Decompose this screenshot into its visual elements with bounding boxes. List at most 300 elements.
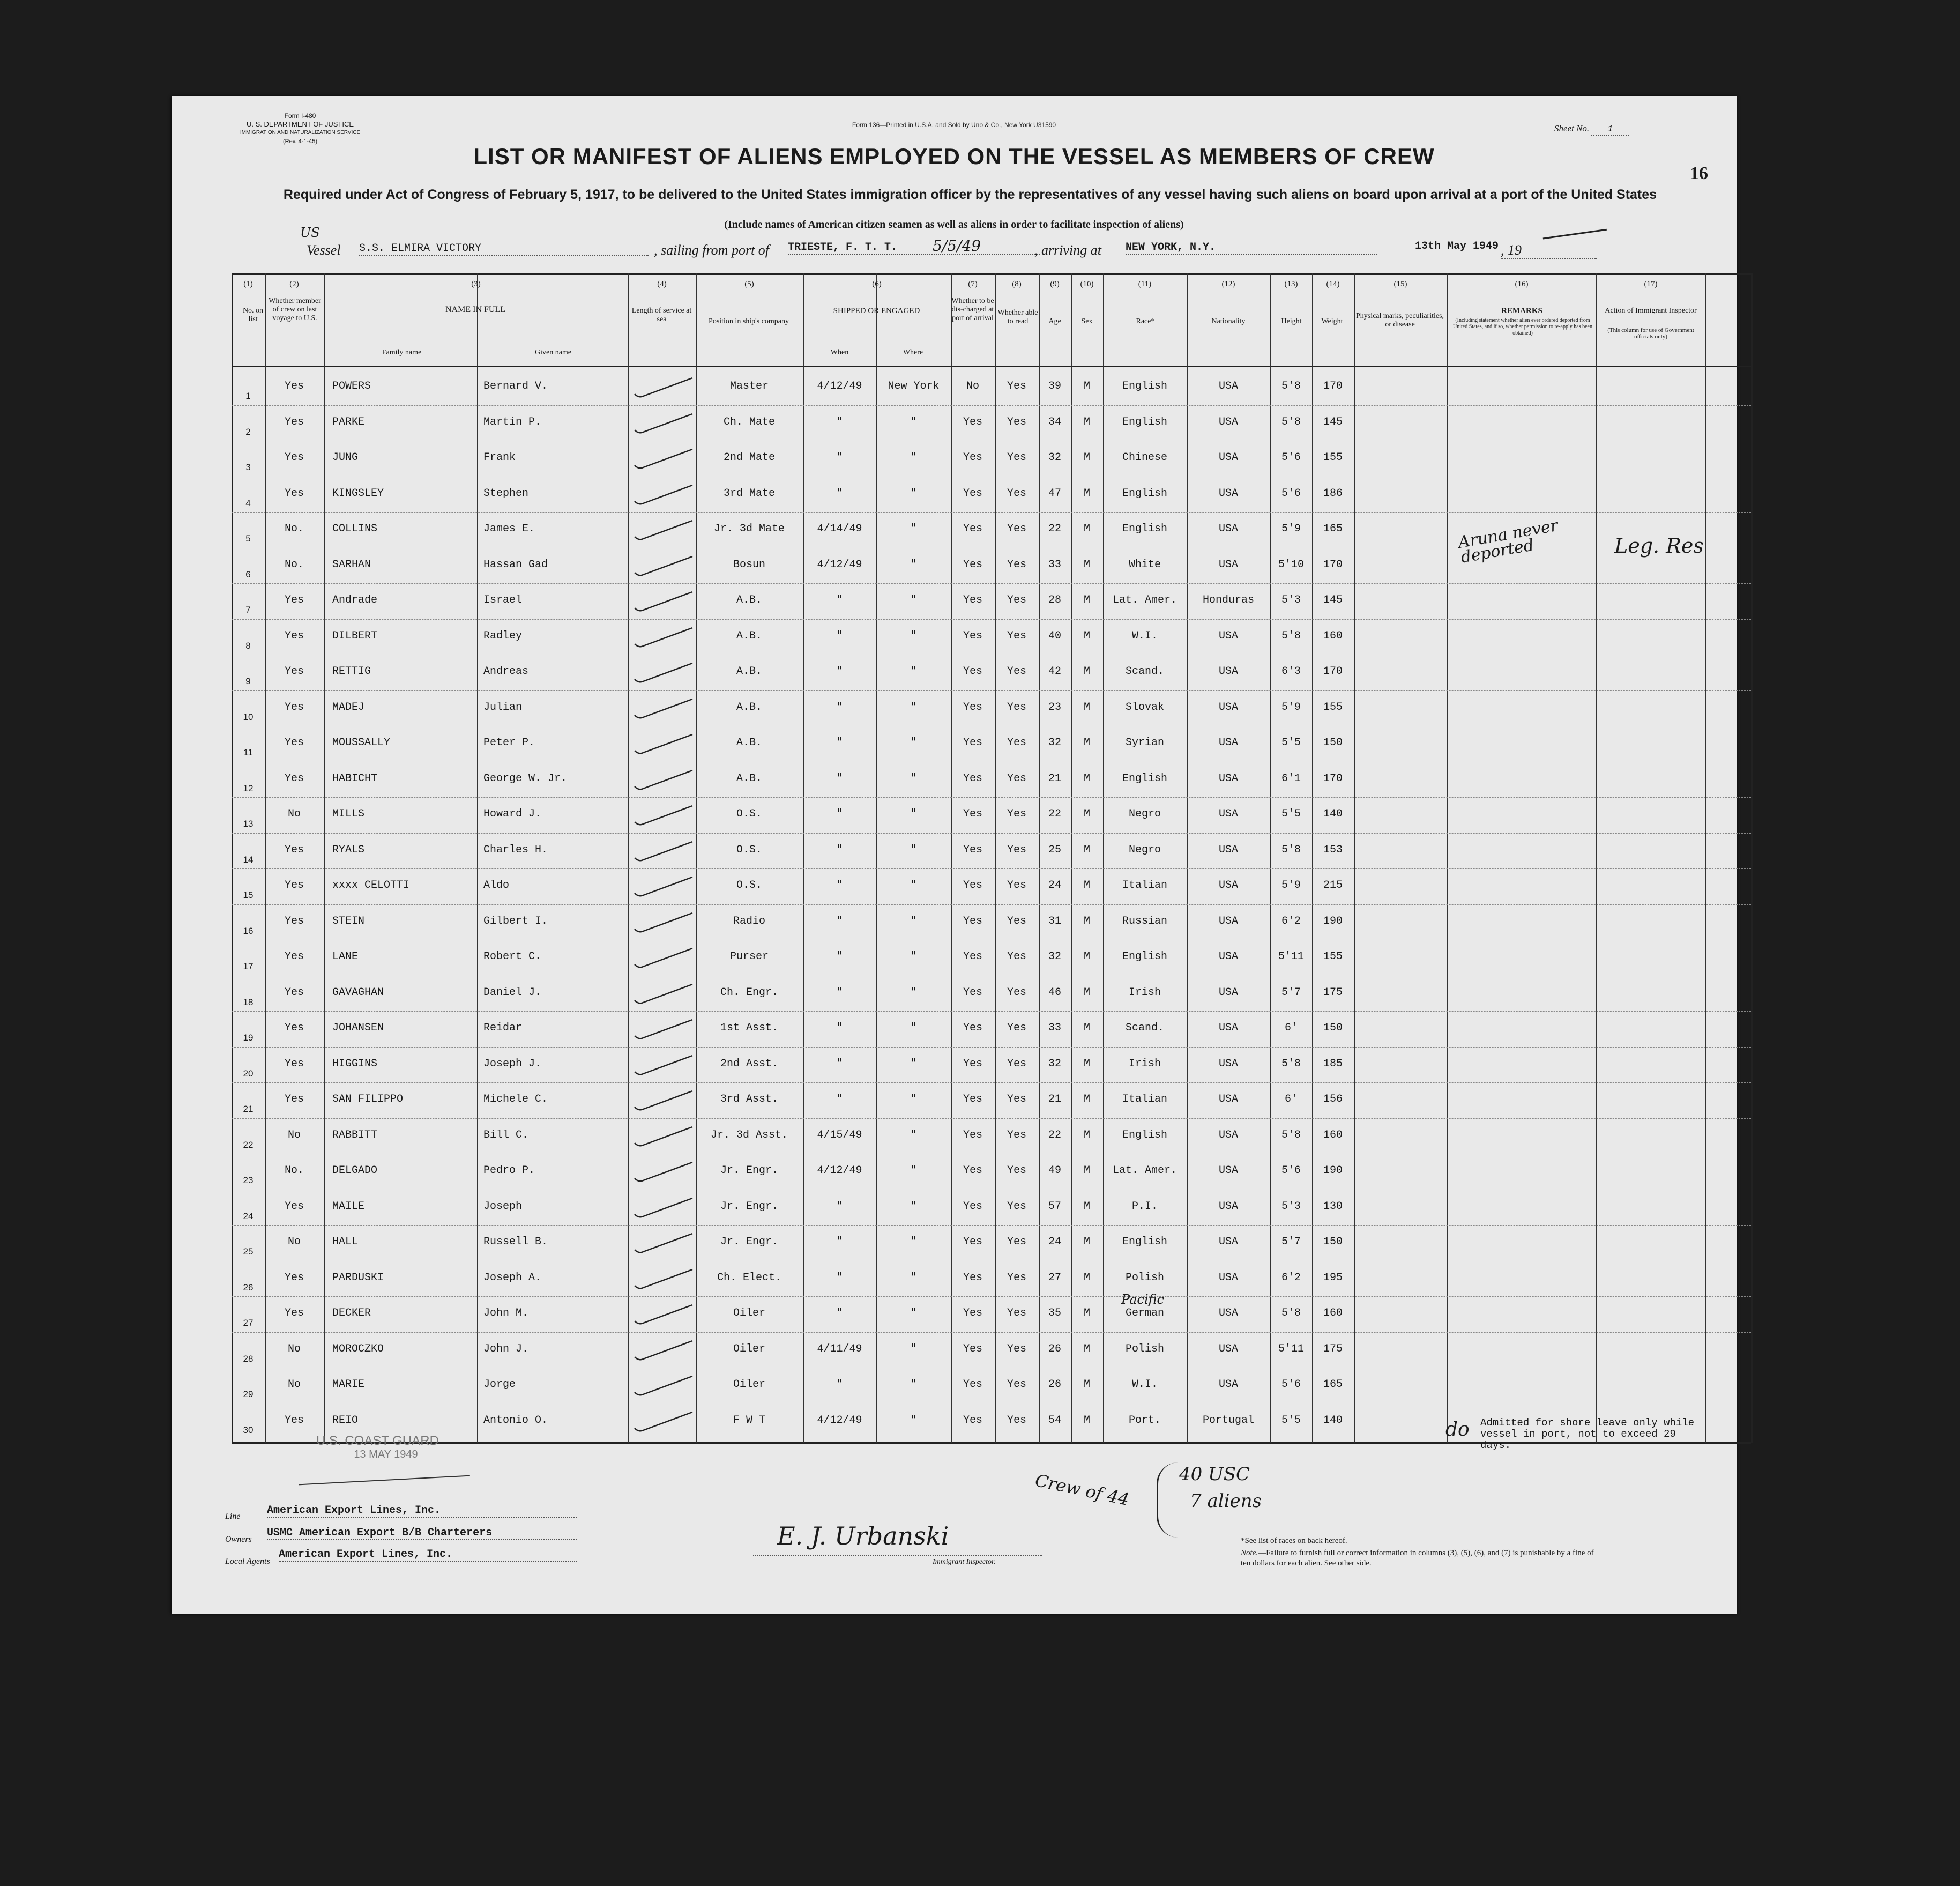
cell-when: " [836,1057,843,1070]
cell-nat: USA [1218,843,1238,856]
cell-pos: O.S. [736,808,762,820]
cell-weight: 150 [1323,1022,1343,1034]
cell-disch: Yes [963,1378,982,1391]
cell-last: Yes [284,1093,304,1105]
cell-family: LANE [332,951,359,963]
cell-race: W.I. [1131,1378,1158,1391]
cell-disch: Yes [963,1128,982,1141]
cell-disch: Yes [963,1307,982,1319]
cell-disch: Yes [963,915,982,927]
col-shipped-header: SHIPPED OR ENGAGED [833,307,920,315]
cell-height: 5'8 [1281,380,1301,392]
cell-pos: Jr. Engr. [720,1164,779,1177]
column-rule [876,273,877,1443]
cell-last: Yes [284,594,304,606]
cell-sex: M [1083,1022,1090,1034]
cell-age: 57 [1048,1200,1061,1213]
cell-read: Yes [1007,1236,1026,1248]
service-check-mark [632,625,697,651]
cell-sex: M [1083,843,1090,856]
cell-disch: Yes [963,451,982,464]
cell-weight: 186 [1323,487,1343,500]
cell-where: " [910,915,917,927]
race-note: *See list of races on back hereof. [1241,1536,1347,1545]
cell-where: " [910,701,917,714]
cell-read: Yes [1007,986,1026,999]
cell-sex: M [1083,415,1090,428]
cell-last: Yes [284,665,304,678]
cell-height: 5'7 [1281,1236,1301,1248]
cell-nat: USA [1218,1093,1238,1105]
cell-where: " [910,1236,917,1248]
cell-when: " [836,1307,843,1319]
cell-when: " [836,1022,843,1034]
cell-weight: 140 [1323,1414,1343,1427]
cell-nat: USA [1218,1128,1238,1141]
cell-age: 21 [1048,1093,1061,1105]
cell-pos: O.S. [736,843,762,856]
cell-disch: Yes [963,1236,982,1248]
cell-nat: USA [1218,1164,1238,1177]
cell-weight: 153 [1323,843,1343,856]
cell-where: " [910,1378,917,1391]
cell-disch: Yes [963,523,982,535]
sheet-number-label: Sheet No. 1 [1554,123,1629,136]
cell-weight: 160 [1323,1307,1343,1319]
cell-last: No. [284,523,304,535]
cell-nat: USA [1218,986,1238,999]
cell-when: " [836,808,843,820]
cell-pos: A.B. [736,772,762,785]
cell-when: " [836,772,843,785]
row-rule [232,1332,1751,1333]
cell-given: Gilbert I. [483,915,548,927]
row-number: 16 [243,925,254,936]
col-where-header: Where [903,348,923,357]
service-check-mark [632,1302,697,1328]
cell-read: Yes [1007,1057,1026,1070]
cell-given: Howard J. [483,808,542,820]
cell-given: Israel [483,594,523,606]
column-rule [1312,273,1313,1443]
vessel-name: S.S. ELMIRA VICTORY [359,242,649,256]
cell-age: 25 [1048,843,1061,856]
cell-age: 35 [1048,1307,1061,1319]
cell-pos: 1st Asst. [720,1022,779,1034]
cell-weight: 130 [1323,1200,1343,1213]
service-check-mark [632,1124,697,1150]
cell-pos: 2nd Mate [723,451,775,464]
cell-nat: USA [1218,772,1238,785]
service-check-mark [632,1088,697,1115]
cell-age: 26 [1048,1378,1061,1391]
col-age-header: Age [1048,317,1061,325]
service-check-mark [632,1195,697,1222]
cell-family: MOROCZKO [332,1342,384,1355]
cell-nat: USA [1218,701,1238,714]
cell-read: Yes [1007,701,1026,714]
cell-family: MAILE [332,1200,365,1213]
row-number: 11 [243,747,253,758]
cell-last: Yes [284,1057,304,1070]
column-rule [1071,273,1072,1443]
service-check-mark [632,945,697,972]
cell-when: " [836,451,843,464]
cell-height: 5'3 [1281,1200,1301,1213]
row-number: 17 [243,961,254,971]
cell-race: English [1122,380,1167,392]
row-rule [232,405,1751,406]
cell-when: 4/12/49 [817,1414,862,1427]
cell-last: No [287,1236,301,1248]
cell-weight: 195 [1323,1271,1343,1284]
row-number: 25 [243,1246,254,1257]
column-number: (15) [1393,280,1407,288]
cell-sex: M [1083,558,1090,571]
col-no-header: No. on list [242,307,264,323]
cell-last: Yes [284,415,304,428]
cell-height: 6' [1284,1093,1298,1105]
cell-age: 33 [1048,558,1061,571]
cell-family: GAVAGHAN [332,986,384,999]
row-number: 29 [243,1389,254,1399]
cell-disch: Yes [963,415,982,428]
cell-last: Yes [284,772,304,785]
cell-weight: 170 [1323,772,1343,785]
cell-given: George W. Jr. [483,772,568,785]
cell-height: 6'1 [1281,772,1301,785]
column-rule [324,273,325,1443]
row-number: 27 [243,1318,254,1328]
row-rule [232,1047,1751,1048]
cell-given: Antonio O. [483,1414,548,1427]
col-when-header: When [830,348,849,357]
cell-read: Yes [1007,1307,1026,1319]
cell-last: Yes [284,986,304,999]
cell-weight: 150 [1323,737,1343,749]
inspector-label: Immigrant Inspector. [933,1558,996,1566]
cell-height: 5'6 [1281,1378,1301,1391]
row7-remark-hand: Aruna never deported [1457,516,1560,567]
cell-sex: M [1083,737,1090,749]
column-number: (10) [1080,280,1094,288]
cell-weight: 150 [1323,1236,1343,1248]
cell-where: " [910,1057,917,1070]
cell-age: 33 [1048,1022,1061,1034]
cell-last: Yes [284,487,304,500]
cell-pos: 3rd Mate [723,487,775,500]
cell-last: No [287,1378,301,1391]
cell-height: 5'8 [1281,1307,1301,1319]
cell-where: " [910,1307,917,1319]
cell-disch: Yes [963,951,982,963]
cell-weight: 160 [1323,1128,1343,1141]
row-number: 5 [245,533,251,544]
service-check-mark [632,660,697,687]
service-check-mark [632,696,697,723]
col-given-name-header: Given name [534,348,572,357]
cell-sex: M [1083,772,1090,785]
cell-age: 32 [1048,1057,1061,1070]
cell-nat: USA [1218,523,1238,535]
cell-pos: A.B. [736,629,762,642]
service-check-mark [632,446,697,473]
inspector-sig-line [753,1555,1042,1556]
cell-nat: USA [1218,380,1238,392]
cell-read: Yes [1007,772,1026,785]
cell-weight: 175 [1323,1342,1343,1355]
cell-pos: Jr. Engr. [720,1236,779,1248]
cell-read: Yes [1007,1414,1026,1427]
cell-race: Russian [1122,915,1167,927]
cell-family: DECKER [332,1307,371,1319]
cell-race: Italian [1122,1093,1167,1105]
cell-pos: Jr. 3d Asst. [710,1128,788,1141]
cell-weight: 155 [1323,951,1343,963]
cell-where: " [910,665,917,678]
cell-age: 24 [1048,1236,1061,1248]
cell-weight: 170 [1323,558,1343,571]
row30-remark: Admitted for shore leave only while vessel in port, not to exceed 29 days. [1480,1417,1695,1451]
cell-age: 22 [1048,808,1061,820]
row-rule [232,690,1751,691]
column-rule [1596,273,1597,1443]
cell-last: Yes [284,629,304,642]
cell-age: 22 [1048,1128,1061,1141]
cell-pos: Master [729,380,769,392]
service-check-mark [632,874,697,901]
column-number: (1) [243,280,253,288]
cell-family: xxxx CELOTTI [332,879,410,892]
cell-when: " [836,629,843,642]
cell-when: " [836,737,843,749]
printer-line: Form 136—Printed in U.S.A. and Sold by Uno & Co., New York U31590 [852,121,1056,129]
cell-race: Scand. [1125,1022,1164,1034]
row-number: 10 [243,711,254,722]
cell-when: 4/12/49 [817,380,862,392]
cell-where: " [910,737,917,749]
cell-pos: Purser [729,951,769,963]
cell-when: 4/14/49 [817,523,862,535]
row-number: 23 [243,1175,254,1185]
column-rule [803,273,804,1443]
cell-race: English [1122,772,1167,785]
cell-age: 54 [1048,1414,1061,1427]
cell-given: Charles H. [483,843,548,856]
cell-last: Yes [284,915,304,927]
cell-weight: 140 [1323,808,1343,820]
cell-given: Joseph A. [483,1271,542,1284]
col-action-header: Action of Immigrant Inspector [1605,307,1697,315]
cell-weight: 145 [1323,594,1343,606]
cell-where: " [910,879,917,892]
cell-height: 5'8 [1281,415,1301,428]
cell-weight: 170 [1323,665,1343,678]
column-number: (4) [657,280,667,288]
service-check-mark [632,1373,697,1400]
cell-nat: USA [1218,1200,1238,1213]
cell-sex: M [1083,701,1090,714]
cell-read: Yes [1007,558,1026,571]
row-number: 20 [243,1068,254,1079]
cell-when: 4/12/49 [817,558,862,571]
cell-height: 5'7 [1281,986,1301,999]
col-last-voyage-header: Whether member of crew on last voyage to U.S. [269,297,321,322]
cell-when: 4/11/49 [817,1342,862,1355]
row30-remark-hand: do [1445,1419,1470,1441]
cell-disch: No [966,380,979,392]
service-check-mark [632,1230,697,1257]
line-label: Line [225,1512,241,1521]
row-number: 6 [245,569,251,580]
cell-sex: M [1083,629,1090,642]
cell-last: Yes [284,1271,304,1284]
agents-value: American Export Lines, Inc. [279,1548,577,1562]
cell-disch: Yes [963,665,982,678]
cell-where: " [910,843,917,856]
cell-read: Yes [1007,915,1026,927]
cell-pos: Oiler [733,1378,765,1391]
row-number: 19 [243,1033,254,1043]
cell-when: " [836,701,843,714]
cell-where: " [910,986,917,999]
cell-given: Daniel J. [483,986,542,999]
column-number: (6) [872,280,882,288]
column-rule [1103,273,1104,1443]
form-number: Form I-480 [284,112,316,120]
manifest-sheet [172,96,1737,1614]
cell-given: Reidar [483,1022,523,1034]
row-rule [232,833,1751,834]
cell-nat: USA [1218,665,1238,678]
column-rule [1187,273,1188,1443]
cell-read: Yes [1007,843,1026,856]
service: IMMIGRATION AND NATURALIZATION SERVICE [240,130,361,136]
cell-weight: 170 [1323,380,1343,392]
cell-disch: Yes [963,843,982,856]
cell-given: Robert C. [483,951,542,963]
cell-last: Yes [284,451,304,464]
cell-weight: 175 [1323,986,1343,999]
cell-last: Yes [284,701,304,714]
row-rule [232,868,1751,869]
cell-disch: Yes [963,1164,982,1177]
cell-read: Yes [1007,951,1026,963]
cell-given: Aldo [483,879,510,892]
cell-pos: Oiler [733,1342,765,1355]
cell-family: JOHANSEN [332,1022,384,1034]
cell-last: Yes [284,1414,304,1427]
cell-nat: USA [1218,915,1238,927]
col-weight-header: Weight [1321,317,1343,325]
cell-where: " [910,808,917,820]
cell-height: 5'6 [1281,451,1301,464]
cell-age: 39 [1048,380,1061,392]
column-number: (5) [744,280,754,288]
cell-family: RABBITT [332,1128,378,1141]
cell-race: German [1125,1307,1164,1319]
cell-sex: M [1083,451,1090,464]
row-number: 9 [245,676,251,686]
row-number: 7 [245,605,251,615]
cell-read: Yes [1007,594,1026,606]
cell-nat: USA [1218,1057,1238,1070]
col-nationality-header: Nationality [1211,317,1246,325]
column-number: (17) [1644,280,1658,288]
cell-disch: Yes [963,1022,982,1034]
cell-disch: Yes [963,487,982,500]
cell-pos: Radio [733,915,765,927]
row-number: 8 [245,640,251,651]
cell-age: 34 [1048,415,1061,428]
cell-age: 32 [1048,737,1061,749]
cell-height: 5'8 [1281,1057,1301,1070]
column-number: (2) [289,280,299,288]
row-rule [232,1118,1751,1119]
cell-pos: Ch. Engr. [720,986,779,999]
page-title: LIST OR MANIFEST OF ALIENS EMPLOYED ON THE VESSEL AS MEMBERS OF CREW [473,144,1435,169]
cell-disch: Yes [963,808,982,820]
cell-nat: Portugal [1202,1414,1254,1427]
cell-given: Frank [483,451,516,464]
row-rule [232,619,1751,620]
service-check-mark [632,1016,697,1043]
cell-sex: M [1083,986,1090,999]
cell-read: Yes [1007,1093,1026,1105]
service-check-mark [632,838,697,865]
cell-height: 6'3 [1281,665,1301,678]
cell-last: Yes [284,843,304,856]
cell-age: 47 [1048,487,1061,500]
column-rule [1447,273,1448,1443]
col-discharged-header: Whether to be dis-charged at port of arrival [951,297,994,322]
cell-height: 6'2 [1281,1271,1301,1284]
cell-given: Joseph J. [483,1057,542,1070]
col-read-header: Whether able to read [997,309,1038,325]
form-id-block [230,112,370,146]
cell-when: " [836,915,843,927]
crew-bracket [1157,1462,1180,1538]
cell-last: No [287,808,301,820]
cell-age: 24 [1048,879,1061,892]
cell-where: " [910,1128,917,1141]
row-number: 24 [243,1211,254,1221]
cell-age: 28 [1048,594,1061,606]
row-number: 12 [243,783,254,793]
cell-given: John M. [483,1307,529,1319]
cell-when: " [836,1378,843,1391]
cell-race: Irish [1128,986,1161,999]
row24-race-hand: Pacific [1121,1292,1164,1307]
col-remarks-note: (Including statement whether alien ever ordered deported from United States, and if so, whether permission to re-apply has been obtained) [1453,317,1592,336]
cell-last: No. [284,1164,304,1177]
row-rule [232,904,1751,905]
cell-where: " [910,594,917,606]
cell-last: Yes [284,879,304,892]
service-check-mark [632,1266,697,1293]
vessel-prefix-hand: US [300,225,320,240]
cell-when: " [836,951,843,963]
cell-sex: M [1083,665,1090,678]
row-rule [232,512,1751,513]
service-check-mark [632,731,697,758]
cell-when: " [836,1236,843,1248]
cell-pos: Ch. Elect. [717,1271,782,1284]
cell-read: Yes [1007,1271,1026,1284]
cell-family: DILBERT [332,629,378,642]
cell-height: 6' [1284,1022,1298,1034]
cell-nat: USA [1218,558,1238,571]
